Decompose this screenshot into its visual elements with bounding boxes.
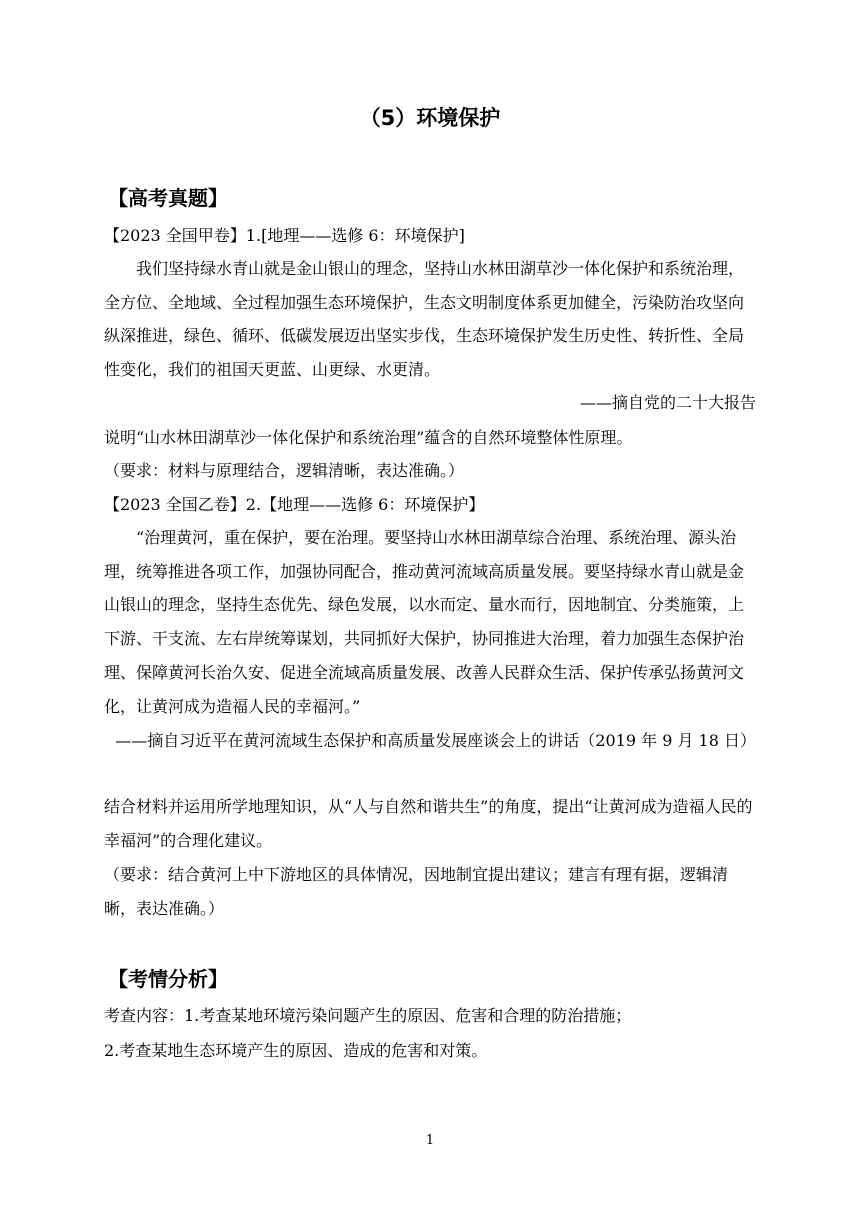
question-2-prompt: 结合材料并运用所学地理知识，从“人与自然和谐共生”的角度，提出“让黄河成为造福人民的幸福河”的合理化建议。 — [104, 797, 753, 850]
question-1-passage: 我们坚持绿水青山就是金山银山的理念，坚持山水林田湖草沙一体化保护和系统治理，全方位、全地域、全过程加强生态环境保护，生态文明制度体系更加健全，污染防治攻坚向纵深推进，绿色、循环、低碳发展迈出坚实步伐，生态环境保护发生历史性、转折性、全局性变化，我们的祖国天更蓝、山更绿、水更清。 — [104, 259, 745, 380]
question-2-passage: “治理黄河，重在保护，要在治理。要坚持山水林田湖草综合治理、系统治理、源头治理，统筹推进各项工作，加强协同配合，推动黄河流域高质量发展。要坚持绿水青山就是金山银山的理念，坚持生态优先、绿色发展，以水而定、量水而行，因地制宜、分类施策，上下游、干支流、左右岸统筹谋划，共同抓好大保护，协同推进大治理，着力加强生态保护治理、保障黄河长治久安、促进全流域高质量发展、改善人民群众生活、保护传承弘扬黄河文化，让黄河成为造福人民的幸福河。” — [104, 528, 745, 716]
question-1-header: 【2023 全国甲卷】1.[地理——选修 6：环境保护] — [104, 226, 465, 245]
section-heading-analysis: 【考情分析】 — [108, 967, 228, 991]
question-1-requirement: （要求：材料与原理结合，逻辑清晰，表达准确。） — [104, 461, 465, 480]
page-title: （5）环境保护 — [359, 106, 501, 130]
analysis-line-1: 考查内容：1.考查某地环境污染问题产生的原因、危害和合理的防治措施； — [104, 1006, 632, 1025]
question-2-requirement: （要求：结合黄河上中下游地区的具体情况，因地制宜提出建议；建言有理有据，逻辑清晰，表达准确。） — [104, 865, 729, 918]
question-2-header: 【2023 全国乙卷】2.【地理——选修 6：环境保护】 — [104, 495, 485, 514]
question-1-source: ——摘自党的二十大报告 — [579, 393, 756, 412]
section-heading-real-exam: 【高考真题】 — [108, 186, 228, 210]
analysis-line-2: 2.考查某地生态环境产生的原因、造成的危害和对策。 — [104, 1041, 488, 1060]
question-1-prompt: 说明“山水林田湖草沙一体化保护和系统治理”蕴含的自然环境整体性原理。 — [104, 428, 633, 447]
question-2-source: ——摘自习近平在黄河流域生态保护和高质量发展座谈会上的讲话（2019 年 9 月 18 日） — [115, 731, 756, 750]
page-number: 1 — [425, 1133, 435, 1148]
